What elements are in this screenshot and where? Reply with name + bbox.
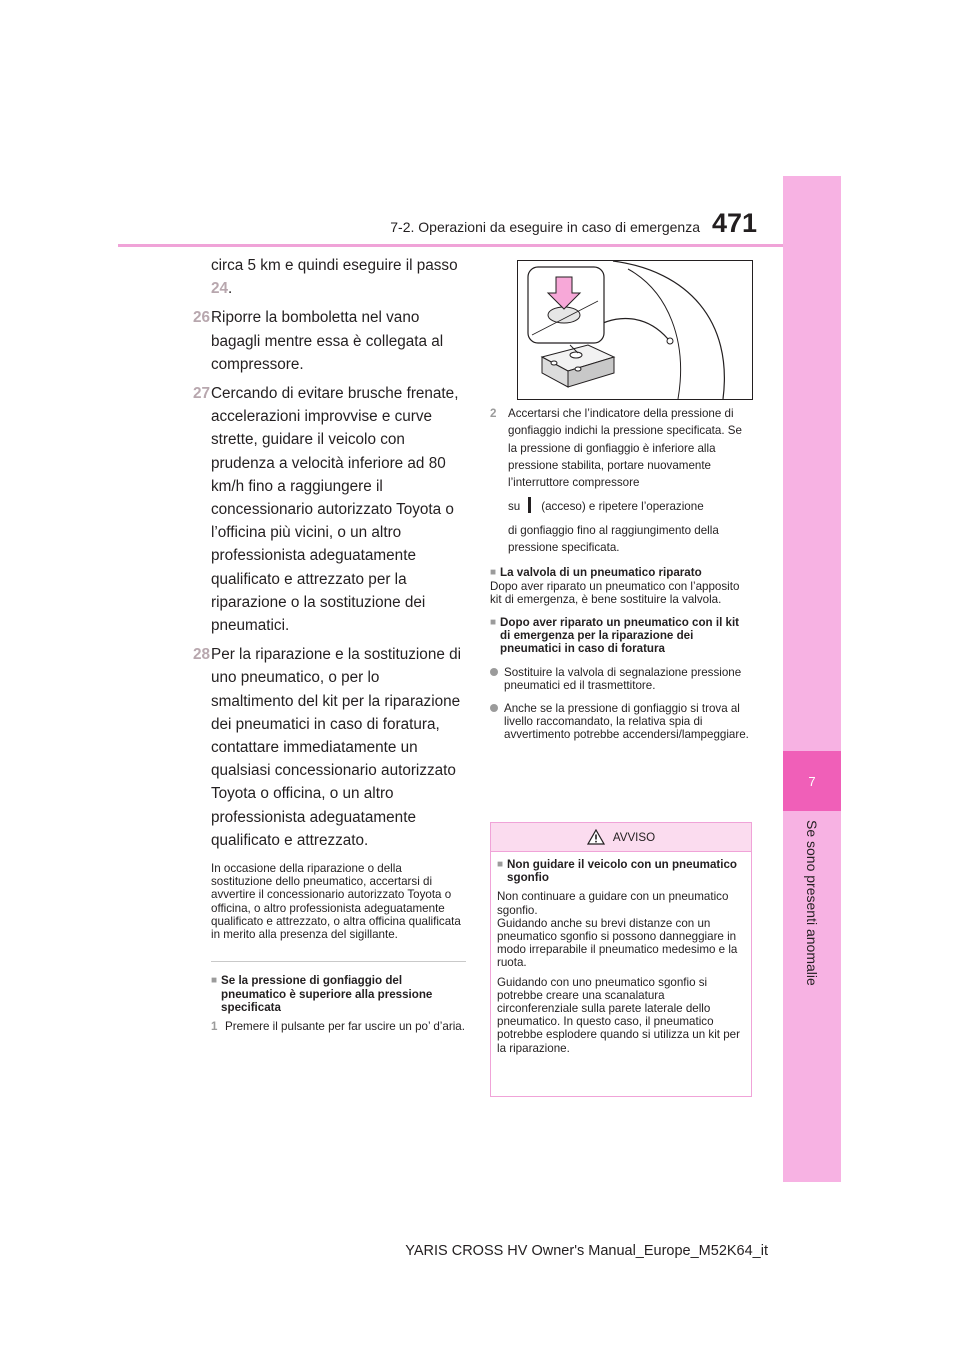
step-27 <box>193 382 466 637</box>
after-repair-heading: ■ Dopo aver riparato un pneumatico con il kit di emergenza per la riparazione dei pneumatici in caso di foratura <box>490 615 740 656</box>
sealant-note: In occasione della riparazione o della sostituzione dello pneumatico, accertarsi di avvertire il concessionario autorizzato Toyota o officina, o altro professionista adeguatamente qualificato e attrezzato, o altra officina qualificata in merito alla presenza del sigillante. <box>211 862 461 942</box>
round-bullet-icon <box>490 668 498 676</box>
step-number: 27 <box>193 385 211 403</box>
left-column <box>193 254 466 1033</box>
step-text: Accertarsi che l’indicatore della pressione di gonfiaggio indichi la pressione specificata. Se la pressione di gonfiaggio è inferiore alla pressione stabilita, portare nuovamente l’interruttore compressore su (acceso) e ripetere l’operazione di gonfiaggio fino al raggiungimento della pressione specificata. <box>508 407 742 555</box>
warning-triangle-icon <box>587 829 605 845</box>
warning-box <box>490 822 752 1097</box>
step-number: 26 <box>193 309 211 327</box>
warning-heading: ■ Non guidare il veicolo con un pneumatico sgonfio <box>497 858 738 885</box>
bullet-item: Anche se la pressione di gonfiaggio si trova al livello raccomandato, la relativa spia di avvertimento potrebbe accendersi/lampeggiare. <box>490 702 752 742</box>
right-column <box>490 405 752 742</box>
valve-section <box>490 566 752 606</box>
step-text: Riporre la bomboletta nel vano bagagli mentre essa è collegata al compressore. <box>211 309 444 373</box>
round-bullet-icon <box>490 704 498 712</box>
step-26 <box>193 306 466 376</box>
compressor-drawing <box>518 261 752 399</box>
step-number: 2 <box>490 407 497 420</box>
page-number: 471 <box>712 208 758 238</box>
warning-paragraph: Non continuare a guidare con un pneumatico sgonfio. Guidando anche su brevi distanze con un pneumatico sgonfio si possono danneggiare in modo irreparabile il pneumatico medesimo e la ruota. <box>497 890 738 970</box>
header-rule <box>118 244 783 247</box>
square-bullet-icon: ■ <box>490 616 497 628</box>
compressor-illustration <box>517 260 753 400</box>
section-title: 7-2. Operazioni da eseguire in caso di emergenza <box>390 219 700 235</box>
square-bullet-icon: ■ <box>490 567 497 579</box>
step-number: 28 <box>193 646 211 664</box>
step-reference: 24 <box>211 280 229 298</box>
step-number: 1 <box>211 1019 218 1033</box>
pressure-step-1 <box>211 1020 466 1033</box>
intro-continuation: circa 5 km e quindi eseguire il passo 24. <box>211 257 458 298</box>
step-text: Cercando di evitare brusche frenate, accelerazioni improvvise e curve strette, guidare il veicolo con prudenza a velocità inferiore ad 80 km/h fino a raggiungere il concessionario autorizzato Toyota o l’officina più vicini, o un altro professionista adeguatamente qualificato e attrezzato per la riparazione o la sostituzione dei pneumatici. <box>211 385 459 635</box>
chapter-tab[interactable] <box>783 751 841 811</box>
bullet-item: Sostituire la valvola di segnalazione pressione pneumatici ed il trasmettitore. <box>490 666 752 692</box>
step-text: Per la riparazione e la sostituzione di uno pneumatico, o per lo smaltimento del kit per la riparazione dei pneumatici in caso di foratura, contattare immediatamente un qualsiasi concessionario autorizzato Toyota o officina, o un altro professionista adeguatamente qualificato e attrezzato. <box>211 646 461 849</box>
pressure-heading: ■ Se la pressione di gonfiaggio del pneumatico è superiore alla pressione specificata <box>211 974 433 1014</box>
warning-body <box>491 852 751 1055</box>
valve-text: Dopo aver riparato un pneumatico con l’apposito kit di emergenza, è bene sostituire la valvola. <box>490 579 740 606</box>
chapter-title <box>783 820 841 1000</box>
valve-heading: ■ La valvola di un pneumatico riparato <box>490 566 702 580</box>
chapter-title-text: Se sono presenti anomalie <box>804 820 820 986</box>
step-text: Premere il pulsante per far uscire un po’ d’aria. <box>225 1019 465 1033</box>
square-bullet-icon: ■ <box>497 859 504 870</box>
step-2 <box>490 405 752 556</box>
footer-manual-id: YARIS CROSS HV Owner's Manual_Europe_M52K64_it <box>405 1243 768 1259</box>
switch-on-icon <box>528 497 531 513</box>
square-bullet-icon: ■ <box>211 975 218 987</box>
section-divider <box>211 961 466 962</box>
warning-header <box>491 823 751 852</box>
chapter-number: 7 <box>808 773 816 789</box>
warning-paragraph: Guidando con uno pneumatico sgonfio si potrebbe creare una scanalatura circonferenziale sulla parete laterale dello pneumatico. In questo caso, il pneumatico potrebbe esplodere quando si utilizza un kit per la riparazione. <box>497 975 740 1055</box>
step-28 <box>193 643 466 852</box>
chapter-sidebar <box>783 176 841 1182</box>
warning-title: AVVISO <box>612 830 656 844</box>
after-repair-section <box>490 616 752 656</box>
